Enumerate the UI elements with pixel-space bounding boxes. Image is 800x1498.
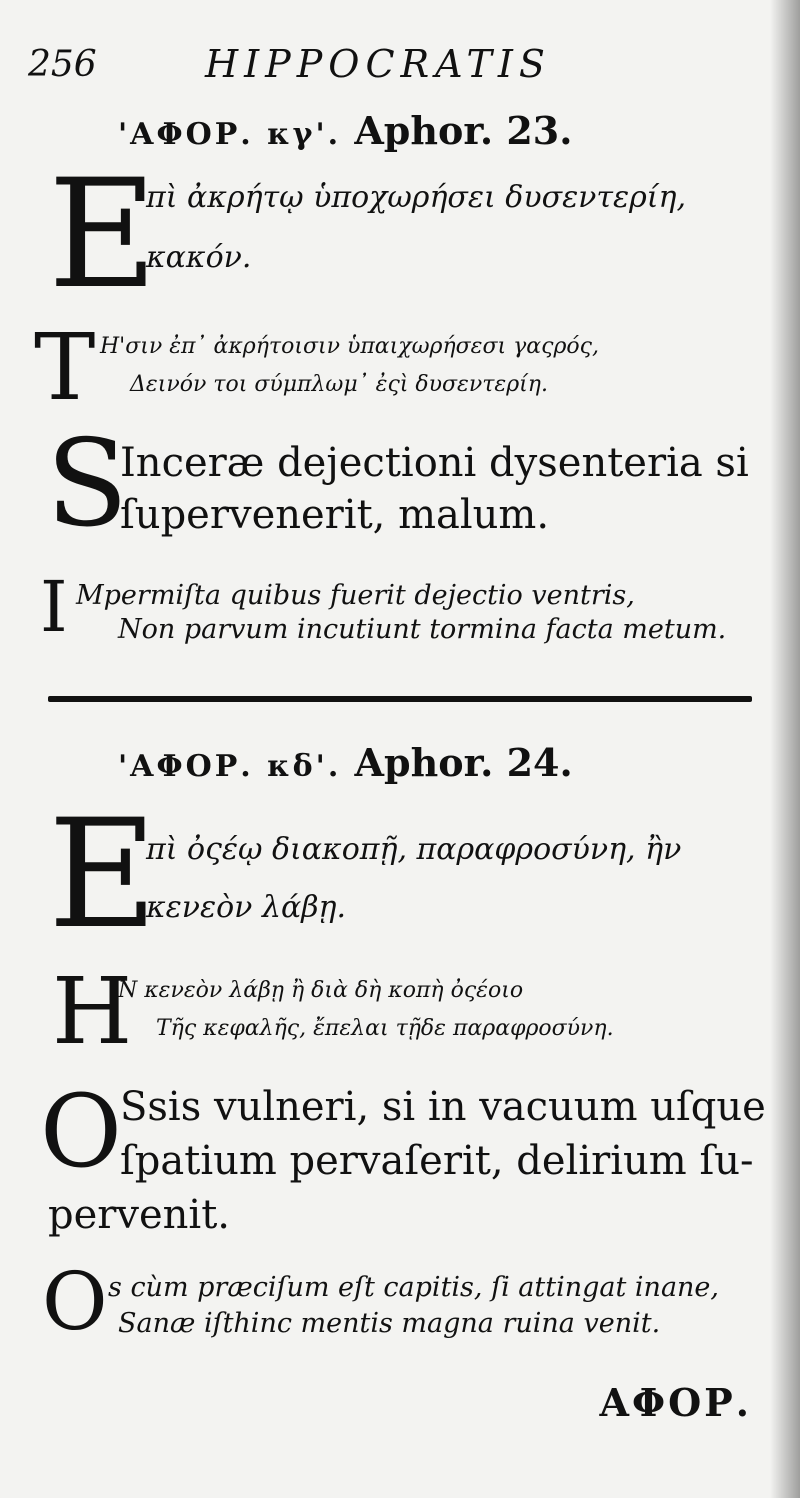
aphorism-24-greek-heading: 'ΑΦΟΡ. κδ'.	[118, 749, 342, 784]
page-edge-shadow	[770, 0, 800, 1498]
aphorism-24-greek-verse-line-1: N κενεὸν λάβῃ ἢ διὰ δὴ κοπὴ ὀςέοιο	[118, 978, 524, 1003]
aphorism-23-latin-line-2: ſupervenerit, malum.	[120, 492, 550, 538]
aphorism-23-greek-line-2: κακόν.	[146, 240, 252, 275]
aphorism-24-verse-initial: H	[52, 958, 133, 1065]
aphorism-24-heading	[118, 740, 573, 785]
aphorism-23-verse-initial: T	[34, 314, 96, 421]
aphorism-24-latin-line-2: ſpatium pervaſerit, delirium ſu-	[120, 1138, 754, 1184]
aphorism-24-latin-initial: O	[40, 1073, 122, 1190]
aphorism-24-greek-line-1: πὶ ὀςέῳ διακοπῇ, παραφροσύνη, ἢν	[146, 832, 682, 867]
aphorism-23-greek-initial: E	[48, 148, 158, 322]
aphorism-24-latin-line-3: pervenit.	[48, 1192, 231, 1238]
section-divider-rule	[48, 696, 752, 702]
aphorism-24-greek-initial: E	[48, 788, 158, 962]
catchword: ΑΦΟΡ.	[599, 1380, 752, 1425]
aphorism-23-latin-heading: Aphor. 23.	[354, 108, 573, 153]
aphorism-24-latin-verse-line-2: Sanæ iſthinc mentis magna ruina venit.	[118, 1308, 661, 1339]
aphorism-23-greek-line-1: πὶ ἀκρήτῳ ὑποχωρήσει δυσεντερίη,	[146, 180, 687, 215]
aphorism-24-greek-line-2: κενεὸν λάβῃ.	[146, 890, 347, 925]
aphorism-23-greek-verse-line-2: Δεινόν τοι σύμπλωμ᾽ ἐςὶ δυσεντερίη.	[130, 372, 548, 397]
aphorism-24-latin-verse-line-1: s cùm præciſum eſt capitis, ſi attingat inane,	[108, 1272, 719, 1303]
aphorism-24-greek-verse-line-2: Τῆς κεφαλῆς, ἔπελαι τῇδε παραφροσύνη.	[156, 1016, 614, 1041]
aphorism-23-latin-line-1: Inceræ dejectioni dysenteria si	[120, 440, 749, 486]
aphorism-23-latin-verse-initial: I	[40, 566, 68, 648]
running-title: HIPPOCRATIS	[205, 42, 551, 86]
aphorism-23-greek-heading: 'ΑΦΟΡ. κγ'.	[118, 117, 342, 152]
aphorism-24-latin-verse-initial: O	[42, 1255, 108, 1348]
aphorism-23-greek-verse-line-1: Η'σιν ἐπ᾽ ἀκρήτοισιν ὑπαιχωρήσεσι γαςρός,	[100, 334, 599, 359]
aphorism-23-latin-verse-line-2: Non parvum incutiunt tormina facta metum.	[118, 614, 727, 645]
aphorism-23-latin-verse-line-1: Mpermiſta quibus fuerit dejectio ventris,	[76, 580, 635, 611]
page-number: 256	[28, 44, 97, 85]
aphorism-24-latin-heading: Aphor. 24.	[354, 740, 573, 785]
aphorism-24-latin-line-1: Ssis vulneri, si in vacuum uſque	[120, 1084, 766, 1130]
aphorism-23-heading	[118, 108, 572, 153]
aphorism-23-latin-initial: S	[46, 415, 129, 554]
